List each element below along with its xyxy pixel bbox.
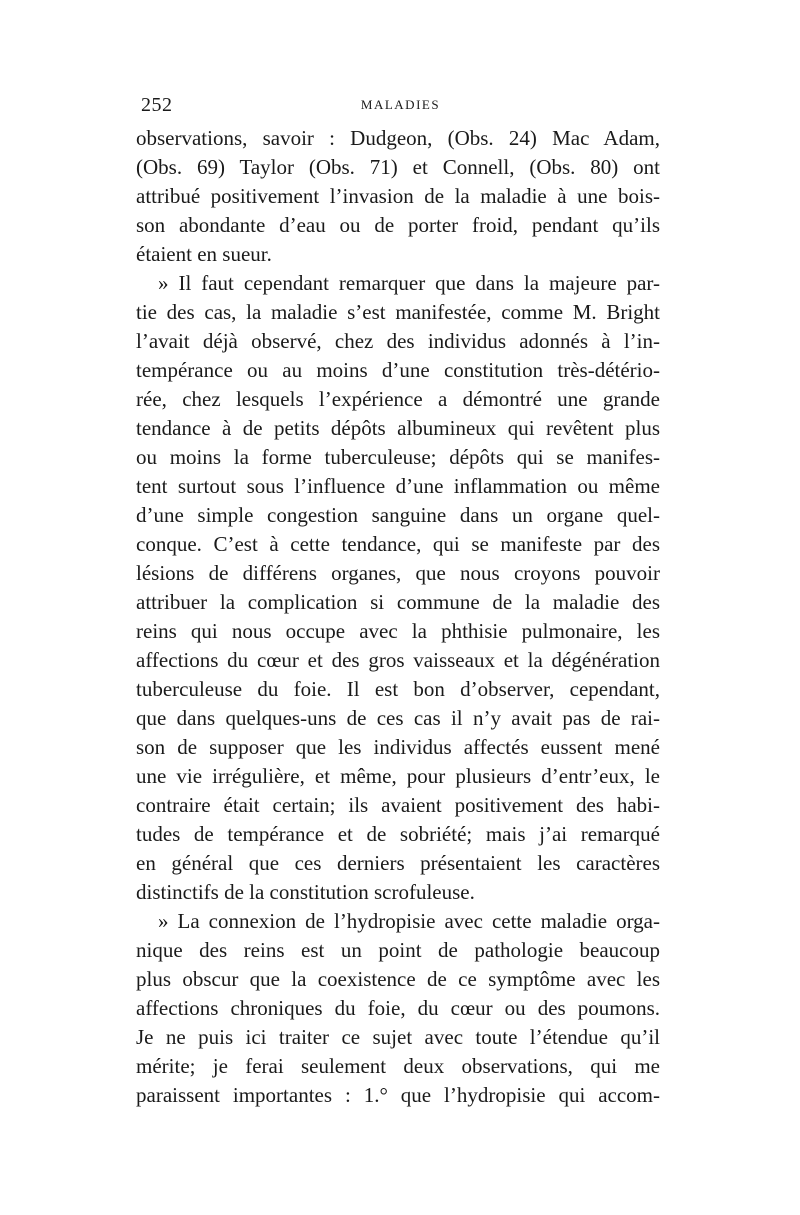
text-line: attribuer la complication si commune de la maladie des [136, 590, 660, 614]
text-line: » Il faut cependant remarquer que dans la majeure par- [158, 271, 660, 295]
text-line: affections du cœur et des gros vaisseaux et la dégénération [136, 648, 660, 672]
running-head: MALADIES [360, 97, 441, 112]
text-line: l’avait déjà observé, chez des individus adonnés à l’in- [136, 329, 660, 353]
text-line: ou moins la forme tuberculeuse; dépôts qui se manifes- [136, 445, 660, 469]
text-line: affections chroniques du foie, du cœur ou des poumons. [136, 996, 660, 1020]
text-line: paraissent importantes : 1.° que l’hydropisie qui accom- [136, 1083, 660, 1107]
text-line: tuberculeuse du foie. Il est bon d’observer, cependant, [136, 677, 660, 701]
text-line: mérite; je ferai seulement deux observations, qui me [136, 1054, 660, 1078]
text-line: nique des reins est un point de pathologie beaucoup [136, 938, 660, 962]
page-header [141, 94, 660, 122]
text-line: tie des cas, la maladie s’est manifestée, comme M. Bright [136, 300, 660, 324]
text-line: une vie irrégulière, et même, pour plusieurs d’entr’eux, le [136, 764, 660, 788]
text-line: » La connexion de l’hydropisie avec cette maladie orga- [158, 909, 660, 933]
text-line: tempérance ou au moins d’une constitution très-détério- [136, 358, 660, 382]
text-line: conque. C’est à cette tendance, qui se manifeste par des [136, 532, 660, 556]
text-line: tudes de tempérance et de sobriété; mais j’ai remarqué [136, 822, 660, 846]
text-line: rée, chez lesquels l’expérience a démontré une grande [136, 387, 660, 411]
text-line: (Obs. 69) Taylor (Obs. 71) et Connell, (Obs. 80) ont [136, 155, 660, 179]
text-line: son de supposer que les individus affectés eussent mené [136, 735, 660, 759]
text-line: Je ne puis ici traiter ce sujet avec toute l’étendue qu’il [136, 1025, 660, 1049]
text-line: étaient en sueur. [136, 242, 272, 266]
page-number: 252 [141, 94, 173, 116]
text-line: reins qui nous occupe avec la phthisie pulmonaire, les [136, 619, 660, 643]
text-line: que dans quelques-uns de ces cas il n’y avait pas de rai- [136, 706, 660, 730]
text-line: d’une simple congestion sanguine dans un organe quel- [136, 503, 660, 527]
text-line: en général que ces derniers présentaient les caractères [136, 851, 660, 875]
body-text [136, 124, 660, 1110]
text-line: lésions de différens organes, que nous croyons pouvoir [136, 561, 660, 585]
text-line: plus obscur que la coexistence de ce symptôme avec les [136, 967, 660, 991]
text-line: tent surtout sous l’influence d’une inflammation ou même [136, 474, 660, 498]
text-line: observations, savoir : Dudgeon, (Obs. 24) Mac Adam, [136, 126, 660, 150]
text-line: contraire était certain; ils avaient positivement des habi- [136, 793, 660, 817]
text-line: tendance à de petits dépôts albumineux qui revêtent plus [136, 416, 660, 440]
text-line: son abondante d’eau ou de porter froid, pendant qu’ils [136, 213, 660, 237]
text-line: distinctifs de la constitution scrofuleuse. [136, 880, 475, 904]
text-line: attribué positivement l’invasion de la maladie à une bois- [136, 184, 660, 208]
